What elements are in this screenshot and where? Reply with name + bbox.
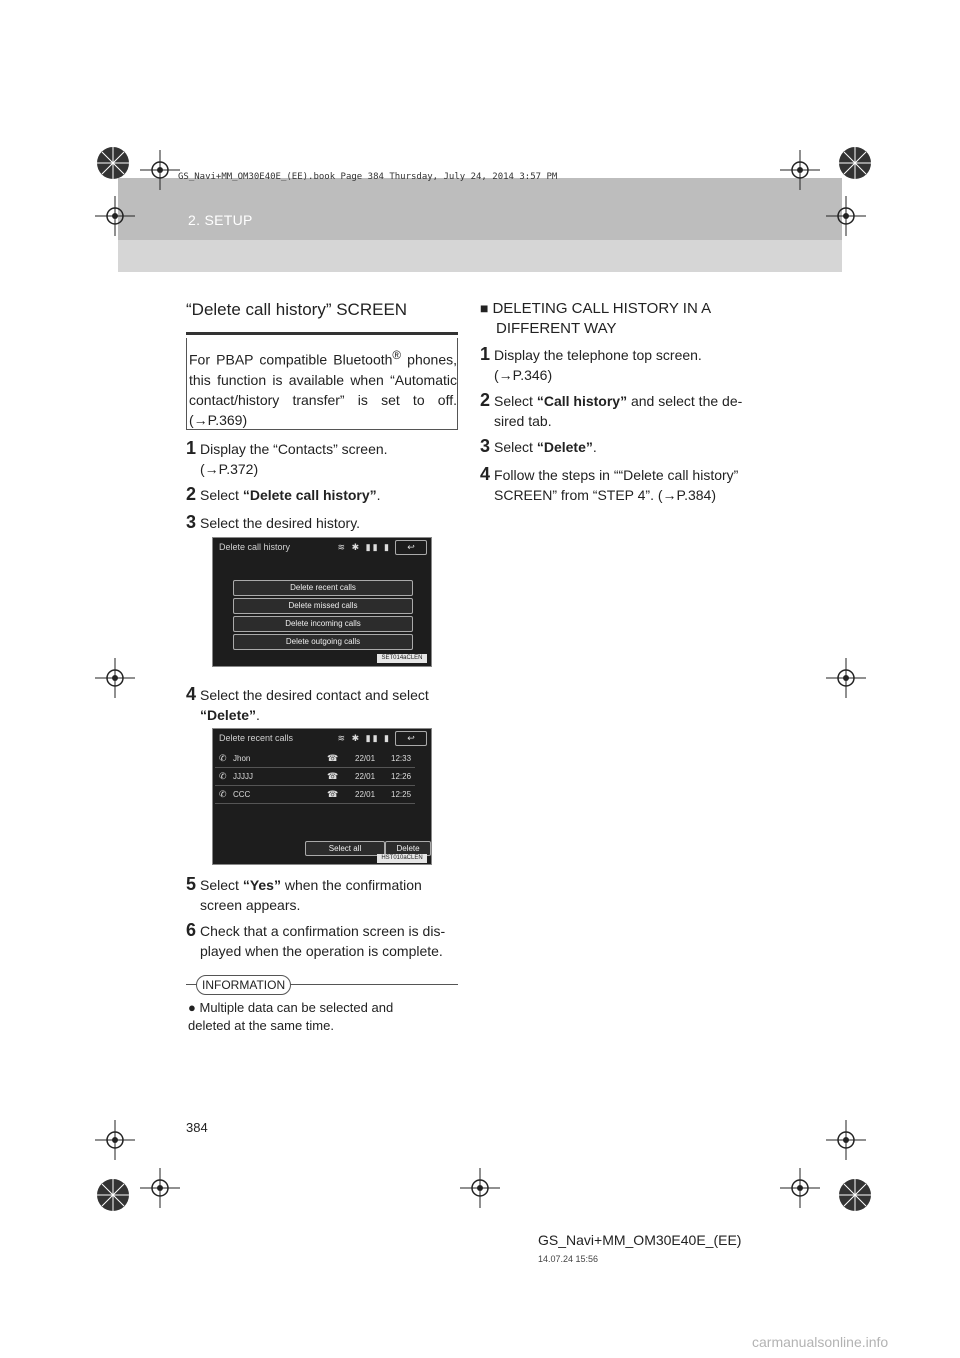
watermark: carmanualsonline.info [752, 1334, 889, 1350]
delete-incoming-calls-button[interactable]: Delete incoming calls [233, 616, 413, 632]
status-icons: ≋ ✱ ▮▮ ▮ [337, 733, 391, 743]
figure-code: SET014aCLEN [377, 654, 427, 663]
information-label: INFORMATION [196, 975, 291, 995]
right-step-1: 1 Display the telephone top screen. (→P.346) [480, 344, 702, 383]
document-code: GS_Navi+MM_OM30E40E_(EE) [538, 1232, 742, 1248]
information-text: ● Multiple data can be selected and deleted at the same time. [188, 1000, 394, 1033]
section-heading [186, 296, 458, 335]
select-all-button[interactable]: Select all [305, 841, 385, 856]
crosshair-mark-icon [826, 196, 866, 236]
registered-mark: ® [392, 349, 402, 362]
step-2: 2 Select “Delete call history”. [186, 484, 381, 504]
right-step-2: 2 Select “Call history” and select the de- sired tab. [480, 390, 743, 429]
phone-icon: ☎ [327, 753, 339, 763]
section-heading-text: “Delete call history” SCREEN [186, 300, 408, 319]
crosshair-mark-icon [780, 1168, 820, 1208]
phone-icon: ☎ [327, 771, 339, 781]
delete-button[interactable]: Delete [385, 841, 431, 856]
back-button[interactable]: ↩ [395, 540, 427, 555]
back-button[interactable]: ↩ [395, 731, 427, 746]
screen-title: Delete recent calls [219, 733, 294, 743]
delete-recent-calls-button[interactable]: Delete recent calls [233, 580, 413, 596]
registration-mark-icon [830, 138, 880, 188]
bottom-button-bar [305, 841, 431, 855]
crosshair-mark-icon [460, 1168, 500, 1208]
registration-mark-icon [830, 1170, 880, 1220]
list-item[interactable]: ✆ Jhon ☎ 22/01 12:33 [215, 751, 415, 768]
crosshair-mark-icon [95, 196, 135, 236]
step-3: 3 Select the desired history. [186, 512, 361, 532]
note-text: For PBAP compatible Bluetooth [189, 351, 393, 368]
list-item[interactable]: ✆ JJJJJ ☎ 22/01 12:26 [215, 769, 415, 786]
screenshot-delete-recent-calls [212, 728, 432, 865]
book-info-line: GS_Navi+MM_OM30E40E_(EE).book Page 384 Thursday, July 24, 2014 3:57 PM [178, 172, 558, 182]
subsection-heading: ■ DELETING CALL HISTORY IN A DIFFERENT WAY [480, 300, 712, 337]
registration-mark-icon [88, 1170, 138, 1220]
phone-icon: ☎ [327, 789, 339, 799]
right-step-4: 4 Follow the steps in ““Delete call history” SCREEN” from “STEP 4”. (→P.384) [480, 464, 739, 503]
outgoing-call-icon: ✆ [219, 753, 227, 763]
crosshair-mark-icon [140, 1168, 180, 1208]
step-1: 1 Display the “Contacts” screen. (→P.372) [186, 438, 388, 477]
crosshair-mark-icon [95, 658, 135, 698]
outgoing-call-icon: ✆ [219, 771, 227, 781]
crosshair-mark-icon [95, 1120, 135, 1160]
section-label: 2. SETUP [188, 212, 253, 228]
bullet-icon: ● [188, 1000, 196, 1015]
compatibility-note [186, 338, 458, 430]
note-text-rest: phones, this function is available when “Automatic contact/history transfer” is set to off. (→P.369) [189, 351, 457, 428]
figure-code: HST010aCLEN [377, 854, 427, 863]
crosshair-mark-icon [780, 150, 820, 190]
status-icons: ≋ ✱ ▮▮ ▮ [337, 542, 391, 552]
registration-mark-icon [88, 138, 138, 188]
missed-call-icon: ✆ [219, 789, 227, 799]
step-5: 5 Select “Yes” when the confirmation screen appears. [186, 874, 422, 913]
header-bar [118, 178, 842, 240]
list-item[interactable]: ✆ CCC ☎ 22/01 12:25 [215, 787, 415, 804]
screenshot-delete-call-history [212, 537, 432, 667]
page-number: 384 [186, 1120, 208, 1135]
right-step-3: 3 Select “Delete”. [480, 436, 597, 456]
delete-outgoing-calls-button[interactable]: Delete outgoing calls [233, 634, 413, 650]
step-6: 6 Check that a confirmation screen is dis- played when the operation is complete. [186, 920, 446, 959]
step-4: 4 Select the desired contact and select “Delete”. [186, 684, 429, 723]
crosshair-mark-icon [826, 1120, 866, 1160]
delete-missed-calls-button[interactable]: Delete missed calls [233, 598, 413, 614]
crosshair-mark-icon [826, 658, 866, 698]
crosshair-mark-icon [140, 150, 180, 190]
square-bullet-icon: ■ [480, 300, 489, 316]
screen-title: Delete call history [219, 542, 291, 552]
document-timestamp: 14.07.24 15:56 [538, 1254, 599, 1264]
